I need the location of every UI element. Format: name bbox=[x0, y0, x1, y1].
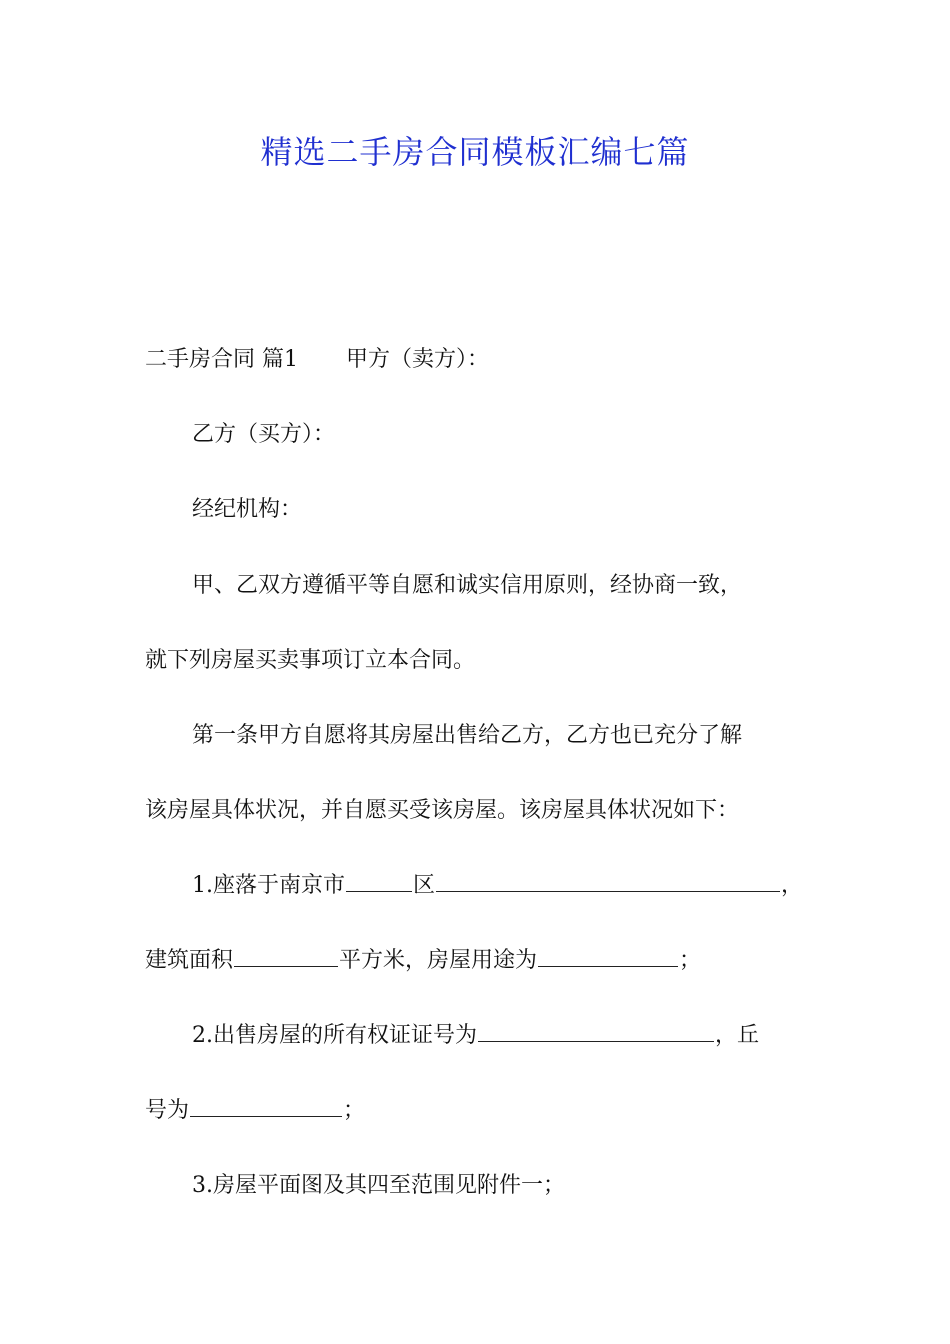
area-blank[interactable] bbox=[234, 944, 338, 967]
item-1-location-label: 1.座落于南京市 bbox=[192, 873, 345, 898]
contract-heading-line bbox=[145, 340, 825, 380]
item-1-semicolon: ； bbox=[679, 948, 702, 973]
item-3-line: 3.房屋平面图及其四至范围见附件一； bbox=[192, 1173, 565, 1198]
article-1-line-2: 该房屋具体状况，并自愿买受该房屋。该房屋具体状况如下： bbox=[145, 798, 740, 823]
item-2-line-1 bbox=[192, 1016, 825, 1056]
address-blank[interactable] bbox=[436, 869, 780, 892]
document-title: 精选二手房合同模板汇编七篇 bbox=[260, 133, 690, 171]
area-label: 建筑面积 bbox=[145, 948, 234, 973]
item-1-line-2 bbox=[145, 941, 825, 981]
agency-label: 经纪机构： bbox=[192, 497, 303, 522]
usage-blank[interactable] bbox=[538, 944, 678, 967]
article-1-line-1: 第一条甲方自愿将其房屋出售给乙方，乙方也已充分了解 bbox=[192, 723, 743, 748]
certificate-blank[interactable] bbox=[478, 1019, 714, 1042]
item-2-semicolon: ； bbox=[343, 1098, 366, 1123]
paragraph-1-line-2: 就下列房屋买卖事项订立本合同。 bbox=[145, 648, 476, 673]
paragraph-1-line-1: 甲、乙双方遵循平等自愿和诚实信用原则，经协商一致， bbox=[192, 573, 743, 598]
parcel-number-blank[interactable] bbox=[190, 1094, 342, 1117]
contract-section-label: 二手房合同 篇1 bbox=[145, 347, 298, 372]
party-a-label: 甲方（卖方）： bbox=[346, 347, 490, 372]
party-b-label: 乙方（买方）： bbox=[192, 422, 336, 447]
parcel-number-label: 号为 bbox=[145, 1098, 190, 1123]
district-blank[interactable] bbox=[346, 869, 412, 892]
item-1-line-1 bbox=[192, 866, 825, 906]
parcel-label: ，丘 bbox=[715, 1023, 760, 1048]
item-1-comma: ， bbox=[781, 873, 804, 898]
district-label: 区 bbox=[413, 873, 436, 898]
certificate-label: 2.出售房屋的所有权证证号为 bbox=[192, 1023, 477, 1048]
usage-label: 平方米，房屋用途为 bbox=[339, 948, 538, 973]
item-2-line-2 bbox=[145, 1091, 825, 1131]
